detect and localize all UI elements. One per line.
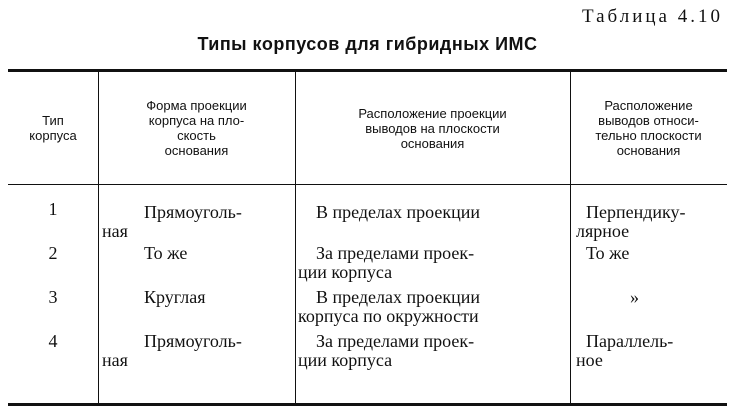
row-2-shape: То же	[144, 243, 188, 263]
row-4-type: 4	[48, 331, 58, 351]
row-2-orientation: То же	[586, 243, 630, 263]
table-number: Таблица 4.10	[581, 6, 723, 27]
header-orientation-label: Расположение выводов относи- тельно плоскости основания	[595, 98, 702, 158]
header-orientation	[570, 72, 727, 184]
header-type	[8, 72, 98, 184]
header-shape	[98, 72, 295, 184]
row-3-type: 3	[48, 287, 58, 307]
row-2-projection: За пределами проек- ции корпуса	[298, 243, 475, 282]
row-1-shape: Прямоуголь- ная	[102, 202, 242, 241]
row-4-projection: За пределами проек- ции корпуса	[298, 331, 475, 370]
row-4-shape: Прямоуголь- ная	[102, 331, 242, 370]
row-3-orientation: »	[630, 287, 639, 307]
row-3-projection: В пределах проекции корпуса по окружности	[298, 287, 480, 326]
row-1-projection: В пределах проекции	[316, 202, 480, 222]
row-1-orientation: Перпендику- лярное	[576, 202, 686, 241]
row-4-orientation: Параллель- ное	[576, 331, 674, 370]
row-3-shape: Круглая	[144, 287, 206, 307]
header-projection	[295, 72, 570, 184]
row-1-type: 1	[48, 199, 58, 219]
header-divider	[8, 184, 727, 185]
data-table	[8, 69, 727, 406]
table-title: Типы корпусов для гибридных ИМС	[197, 34, 538, 54]
header-type-label: Тип корпуса	[29, 113, 77, 143]
row-2-type: 2	[48, 243, 58, 263]
header-shape-label: Форма проекции корпуса на пло- скость основания	[146, 98, 247, 158]
header-projection-label: Расположение проекции выводов на плоскости основания	[358, 105, 507, 151]
